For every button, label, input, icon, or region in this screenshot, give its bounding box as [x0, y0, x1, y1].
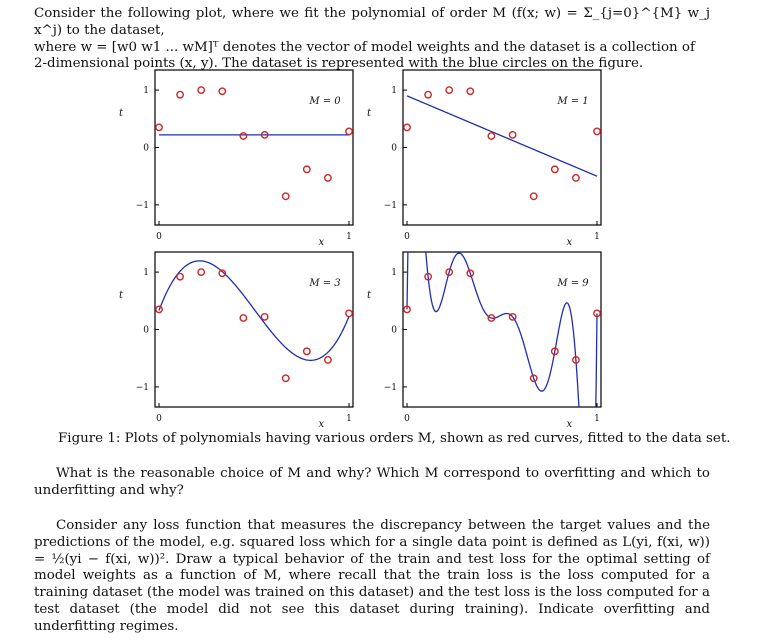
y-axis-label: t [366, 107, 372, 119]
data-point [177, 91, 183, 97]
x-tick-label: 1 [594, 232, 600, 242]
data-point [325, 175, 331, 181]
panel-label: M = 3 [309, 278, 341, 289]
data-point [488, 133, 494, 139]
intro-line-2: where w = [w0 w1 ... wM]ᵀ denotes the vector of model weights and the dataset is a collection of [34, 39, 695, 55]
plot-panel-2 [367, 70, 601, 248]
question-1-line-1: What is the reasonable choice of M and why? Which M correspond to overfitting and which to underfitting [34, 466, 710, 498]
question-1 [34, 466, 710, 500]
question-1-line-2: and why? [119, 482, 184, 498]
x-axis-label: x [566, 419, 573, 430]
plot-frame [403, 70, 601, 225]
data-point [573, 175, 579, 181]
fit-curve [407, 96, 597, 176]
y-axis-label: t [366, 289, 372, 301]
question-2-line-2: the model, e.g. squared loss which for a single data point is defined as L(yi, f(xi, w)) = ½(yi − f(xi, w))². [34, 534, 710, 567]
plot-frame [155, 252, 353, 407]
data-point [177, 273, 183, 279]
y-tick-label: 0 [391, 325, 397, 336]
x-tick-label: 1 [346, 232, 352, 242]
question-2-line-1: Consider any loss function that measures the discrepancy between the target values and the predictions of [34, 518, 710, 550]
panel-label: M = 0 [309, 96, 341, 107]
intro-line-1: Consider the following plot, where we fit the polynomial of order M (f(x; w) = Σ_{j=0}^{M} w_j x^j) to the dataset, [34, 6, 710, 38]
data-point [325, 357, 331, 363]
x-tick-label: 0 [404, 232, 410, 242]
x-axis-label: x [566, 237, 573, 248]
data-point [552, 166, 558, 172]
data-point [594, 128, 600, 134]
data-point [304, 166, 310, 172]
question-2-line-5: dataset) and the test loss is the loss computed for a test dataset (the model did not see this dataset during [34, 585, 710, 617]
y-tick-label: −1 [135, 200, 149, 211]
data-point [425, 91, 431, 97]
intro-line-3: 2-dimensional points (x, y). The dataset is represented with the blue circles on the figure. [34, 56, 644, 72]
x-tick-label: 0 [156, 232, 162, 242]
y-tick-label: 1 [391, 86, 397, 97]
y-tick-label: −1 [383, 200, 397, 211]
x-axis-label: x [318, 419, 325, 430]
y-tick-label: 1 [143, 86, 149, 97]
data-point [240, 133, 246, 139]
question-2 [34, 518, 710, 636]
curve-group [159, 261, 349, 361]
data-point [509, 132, 515, 138]
y-tick-label: 1 [143, 268, 149, 279]
y-axis-label: t [118, 289, 124, 301]
y-axis-label: t [118, 107, 124, 119]
plot-frame [403, 252, 601, 407]
plot-panel-1 [119, 70, 353, 248]
data-point [240, 315, 246, 321]
x-tick-label: 1 [346, 414, 352, 424]
x-axis-label: x [318, 237, 325, 248]
panel-label: M = 9 [557, 278, 589, 289]
x-tick-label: 0 [156, 414, 162, 424]
plot-panel-4 [367, 137, 601, 430]
question-2-line-3: Draw a typical behavior of the train and test loss for the optimal setting of model weights as a function of [34, 551, 710, 584]
y-tick-label: 0 [143, 325, 149, 336]
figure-caption: Figure 1: Plots of polynomials having various orders M, shown as red curves, fitted to the data set. [58, 431, 731, 446]
y-tick-label: 0 [391, 143, 397, 154]
data-point [304, 348, 310, 354]
data-point [156, 124, 162, 130]
y-tick-label: 1 [391, 268, 397, 279]
y-tick-label: 0 [143, 143, 149, 154]
panel-label: M = 1 [557, 96, 589, 107]
curve-group [407, 96, 597, 176]
question-2-line-6: training). Indicate overfitting and underfitting regimes. [34, 601, 710, 634]
x-tick-label: 1 [594, 414, 600, 424]
plot-panel-3 [119, 252, 353, 430]
plot-frame [155, 70, 353, 225]
data-point [346, 310, 352, 316]
data-point [283, 193, 289, 199]
data-point [467, 88, 473, 94]
y-tick-label: −1 [383, 382, 397, 393]
data-point [219, 88, 225, 94]
data-point [198, 87, 204, 93]
fit-curve [159, 261, 349, 361]
data-point [404, 124, 410, 130]
data-point [261, 314, 267, 320]
question-2-line-4: M, where recall that the train loss is the loss computed for a training dataset (the model was trained on this [34, 568, 710, 601]
data-point [346, 128, 352, 134]
data-point [446, 87, 452, 93]
x-tick-label: 0 [404, 414, 410, 424]
data-point [531, 193, 537, 199]
y-tick-label: −1 [135, 382, 149, 393]
data-point [198, 269, 204, 275]
data-point [283, 375, 289, 381]
